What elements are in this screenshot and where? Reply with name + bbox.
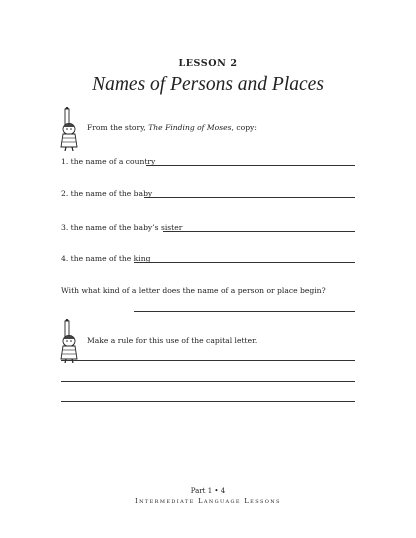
lesson-number: LESSON 2: [178, 58, 238, 69]
question-1: 1. the name of a country: [61, 157, 156, 166]
footer-page-number: Part 1 • 4: [190, 487, 226, 495]
question-3: 3. the name of the baby’s sister: [61, 223, 183, 232]
story-title: The Finding of Moses: [148, 123, 232, 132]
question-5: With what kind of a letter does the name of a person or place begin?: [61, 286, 326, 295]
answer-line-1[interactable]: [146, 165, 355, 166]
answer-line-2[interactable]: [144, 197, 355, 198]
pencil-boy-icon: [56, 107, 82, 151]
instruction-1-prefix: From the story,: [87, 123, 149, 132]
rule-line-3[interactable]: [61, 401, 355, 402]
question-2: 2. the name of the baby: [61, 189, 153, 198]
lesson-title: Names of Persons and Places: [92, 74, 324, 95]
instruction-2: Make a rule for this use of the capital letter.: [87, 336, 258, 345]
rule-line-2[interactable]: [61, 381, 355, 382]
instruction-1-suffix: , copy:: [231, 123, 257, 132]
answer-line-4[interactable]: [134, 262, 355, 263]
answer-line-3[interactable]: [163, 231, 355, 232]
footer-book-title: Intermediate Language Lessons: [135, 497, 281, 505]
question-4: 4. the name of the king: [61, 254, 151, 263]
answer-line-5[interactable]: [134, 311, 355, 312]
instruction-1: [87, 123, 257, 133]
pencil-boy-icon: [56, 319, 82, 363]
rule-line-1[interactable]: [61, 360, 355, 361]
